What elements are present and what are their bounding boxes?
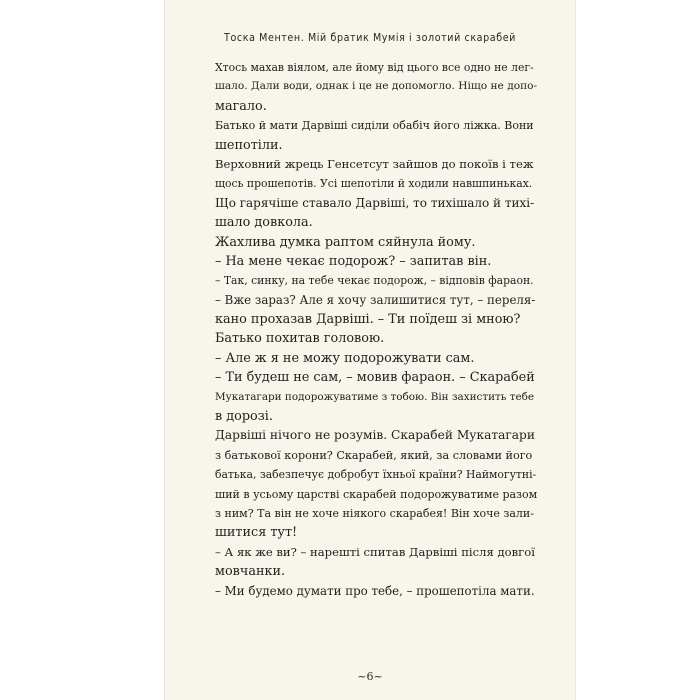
text-line: магало. (215, 98, 267, 114)
text-line: – Ти будеш не сам, – мовив фараон. – Скарабей (215, 370, 535, 386)
text-line: в дорозі. (215, 409, 273, 425)
text-line: шитися тут! (215, 525, 298, 541)
text-line: Хтось махав віялом, але йому від цього все одно не лег- (215, 61, 534, 74)
text-line: Жахлива думка раптом сяйнула йому. (215, 234, 476, 250)
text-line: Батько похитав головою. (215, 331, 385, 347)
page-number: ~6~ (357, 670, 383, 683)
running-header: Тоска Ментен. Мій братик Мумія і золотий скарабей (224, 32, 516, 44)
text-line: Верховний жрець Генсетсут зайшов до покоїв і теж (215, 156, 534, 171)
text-line: Що гарячіше ставало Дарвіші, то тихішало й тихі- (215, 195, 535, 210)
text-line: ший в усьому царстві скарабей подорожуватиме разом (215, 487, 538, 501)
text-line: шало. Дали води, однак і це не допомогло. Ніщо не допо- (215, 80, 538, 93)
text-line: шало довкола. (215, 215, 313, 231)
text-line: Дарвіші нічого не розумів. Скарабей Мукатагари (215, 428, 535, 443)
text-line: – Так, синку, на тебе чекає подорож, – відповів фараон. (215, 274, 534, 288)
text-line: Мукатагари подорожуватиме з тобою. Він захистить тебе (215, 390, 535, 403)
text-line: кано прохазав Дарвіші. – Ти поїдеш зі мною? (215, 312, 521, 328)
text-line: Батько й мати Дарвіші сиділи обабіч його ліжка. Вони (215, 119, 534, 133)
text-line: батька, забезпечує добробут їхньої країни? Наймогутні- (215, 468, 537, 482)
text-line: мовчанки. (215, 564, 286, 580)
text-line: – Але ж я не можу подорожувати сам. (215, 350, 475, 366)
text-line: шепотіли. (215, 137, 283, 153)
text-line: щось прошепотів. Усі шепотіли й ходили навшпиньках. (215, 177, 533, 191)
text-line: – А як же ви? – нарешті спитав Дарвіші після довгої (215, 544, 535, 559)
text-line: з батькової корони? Скарабей, який, за словами його (215, 448, 533, 462)
text-line: – Вже зараз? Але я хочу залишитися тут, – переля- (215, 292, 536, 307)
body-text (215, 58, 537, 601)
text-line: – Ми будемо думати про тебе, – прошепотіла мати. (215, 583, 535, 598)
text-line: – На мене чекає подорож? – запитав він. (215, 253, 492, 269)
book-page (164, 0, 576, 700)
text-line: з ним? Та він не хоче ніякого скарабея! Він хоче зали- (215, 506, 534, 520)
